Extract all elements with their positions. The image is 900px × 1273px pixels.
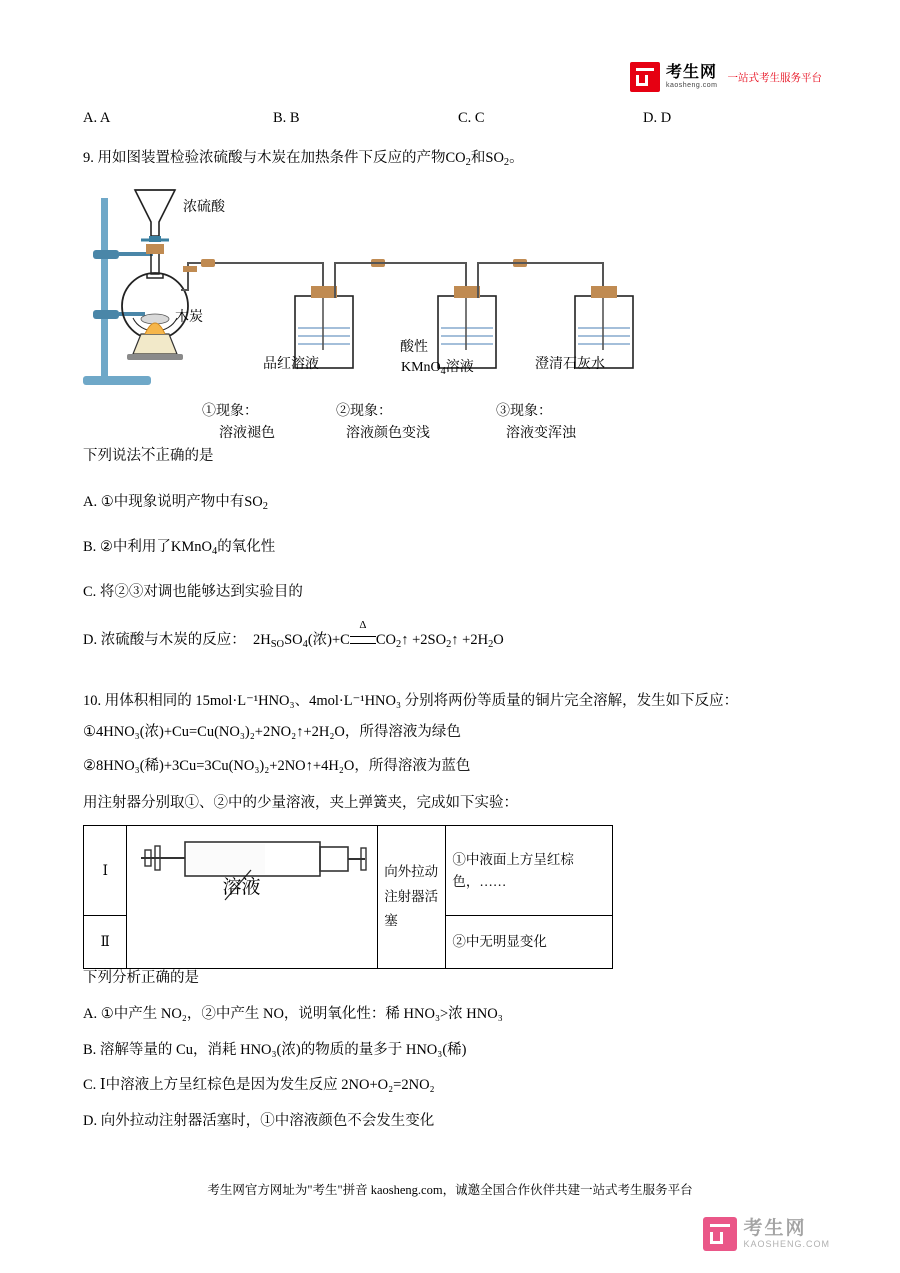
q9-option-d	[83, 619, 504, 653]
q9-option-b-sub: 4	[212, 545, 218, 557]
answer-option-d: D. D	[643, 110, 672, 126]
q9-co2-sub: 2	[465, 156, 471, 168]
label-kmno4-sub: 4	[440, 365, 446, 377]
eq-h2o: ↑ +2H	[451, 632, 489, 648]
phenomenon-1-title: ①现象：	[202, 404, 258, 419]
label-kmno4-suffix: 溶液	[445, 360, 474, 375]
observation-cell-1: ①中液面上方呈红棕色，……	[446, 826, 613, 916]
q9-option-b-tail: 的氧化性	[217, 539, 276, 555]
eq-so2: ↑ +2SO	[401, 632, 447, 648]
observation-cell-2: ②中无明显变化	[446, 916, 613, 969]
apparatus-figure	[83, 178, 743, 448]
q9-prompt-a: 下列说法	[83, 448, 141, 464]
eq-h2: 2H	[252, 632, 271, 648]
table-row	[84, 826, 613, 916]
q9-period: 。	[509, 150, 524, 166]
q9-so2: SO	[485, 150, 504, 166]
q9-co2: CO	[445, 150, 466, 166]
logo-mark-icon	[630, 62, 660, 92]
q10-reaction-2: ②8HNO₃(稀)+3Cu=3Cu(NO₃)₂+2NO↑+4H₂O，所得溶液为蓝色	[83, 758, 471, 774]
row-index-2: Ⅱ	[84, 916, 127, 969]
eq-conc: (浓)	[307, 632, 332, 648]
phenomenon-3-text: 溶液变浑浊	[506, 426, 576, 441]
logo-domain: kaosheng.com	[665, 81, 718, 89]
q10-lead-in: 用注射器分别取①、②中的少量溶液，夹上弹簧夹，完成如下实验：	[83, 795, 518, 811]
q10-option-b: B. 溶解等量的 Cu，消耗 HNO₃(浓)的物质的量多于 HNO₃(稀)	[83, 1042, 467, 1058]
q9-prompt	[83, 446, 214, 468]
q9-option-d-text: D. 浓硫酸与木炭的反应：	[83, 632, 246, 648]
eq-h2-sub: SO	[270, 638, 285, 650]
phenomenon-2-text: 溶液颜色变浅	[346, 426, 430, 441]
q9-prompt-emphasis: 不正确 · · ·	[141, 448, 185, 464]
label-concentrated-acid: 浓硫酸	[183, 200, 225, 215]
logo-slogan: 一站式考生服务平台	[727, 71, 822, 84]
q10-option-c: C. Ⅰ中溶液上方呈红棕色是因为发生反应 2NO+O₂=2NO₂	[83, 1077, 435, 1093]
answer-option-a: A. A	[83, 110, 111, 126]
q10-prompt: 下列分析正确的是	[83, 970, 199, 986]
question-9-stem	[83, 148, 524, 171]
label-fuchsin-solution: 品红溶液	[263, 357, 319, 372]
eq-h2o-sub: 2	[488, 638, 494, 650]
q9-option-b-formula: KMnO	[170, 539, 213, 555]
syringe-figure-cell	[127, 826, 378, 969]
q9-stem-text: 9. 用如图装置检验浓硫酸与木炭在加热条件下反应的产物	[83, 150, 446, 166]
page-footer: 考生网官方网址为"考生"拼音 kaosheng.com，诚邀全国合作伙伴共建一站式考生服务平台	[207, 1183, 693, 1197]
q9-option-b	[83, 537, 275, 560]
q9-option-a-sub: 2	[262, 500, 268, 512]
label-charcoal: 木炭	[175, 310, 203, 325]
watermark-name: 考生网	[743, 1217, 807, 1239]
watermark-logo	[703, 1217, 830, 1251]
phenomenon-3-title: ③现象：	[496, 404, 552, 419]
eq-so4-sub: 4	[302, 638, 308, 650]
experiment-table	[83, 825, 613, 969]
syringe-liquid-label: 溶液	[222, 877, 261, 898]
eq-arrow	[350, 619, 376, 652]
action-cell: 向外拉动注射器活塞	[378, 826, 446, 969]
eq-carbon: +C	[332, 632, 350, 648]
previous-answers-row	[83, 110, 823, 127]
row-index-1: Ⅰ	[84, 826, 127, 916]
site-logo	[630, 62, 822, 92]
answer-option-c: C. C	[458, 110, 485, 126]
q9-option-a	[83, 492, 268, 515]
apparatus-svg	[83, 178, 743, 428]
eq-so2-sub: 2	[446, 638, 452, 650]
label-limewater: 澄清石灰水	[535, 357, 605, 372]
eq-o: O	[493, 632, 504, 648]
watermark-domain: KAOSHENG.COM	[743, 1238, 830, 1249]
q9-option-b-text: B. ②中利用了	[83, 539, 171, 555]
eq-co2-sub: 2	[396, 638, 402, 650]
q9-prompt-c: 的是	[184, 448, 214, 464]
watermark-text	[743, 1219, 830, 1250]
eq-delta: Δ	[359, 619, 367, 631]
eq-so4: SO	[284, 632, 303, 648]
phenomenon-1-text: 溶液褪色	[219, 426, 275, 441]
answer-option-b: B. B	[273, 110, 300, 126]
eq-co2: CO	[375, 632, 397, 648]
phenomenon-2-title: ②现象：	[336, 404, 392, 419]
watermark-mark-icon	[703, 1217, 737, 1251]
q10-option-d: D. 向外拉动注射器活塞时，①中溶液颜色不会发生变化	[83, 1113, 435, 1129]
q9-option-a-formula: SO	[244, 494, 263, 510]
q9-and: 和	[470, 150, 486, 166]
q9-so2-sub: 2	[503, 156, 510, 168]
q10-reaction-1: ①4HNO₃(浓)+Cu=Cu(NO₃)₂+2NO₂↑+2H₂O，所得溶液为绿色	[83, 724, 461, 740]
label-kmno4-formula: KMnO	[401, 360, 441, 375]
q9-option-a-text: A. ①中现象说明产物中有	[83, 494, 245, 510]
question-10-stem: 10. 用体积相同的 15mol·L⁻¹HNO₃、4mol·L⁻¹HNO₃ 分别将两份等质量的铜片完全溶解，发生如下反应：	[83, 693, 739, 709]
label-kmno4-line1: 酸性	[400, 340, 428, 355]
label-kmno4-solution	[401, 356, 474, 377]
q10-option-a: A. ①中产生 NO₂，②中产生 NO，说明氧化性：稀 HNO₃>浓 HNO₃	[83, 1006, 503, 1022]
logo-text	[666, 65, 718, 89]
q9-equation	[252, 619, 504, 650]
q9-option-c: C. 将②③对调也能够达到实验目的	[83, 584, 303, 600]
logo-name: 考生网	[665, 63, 717, 81]
